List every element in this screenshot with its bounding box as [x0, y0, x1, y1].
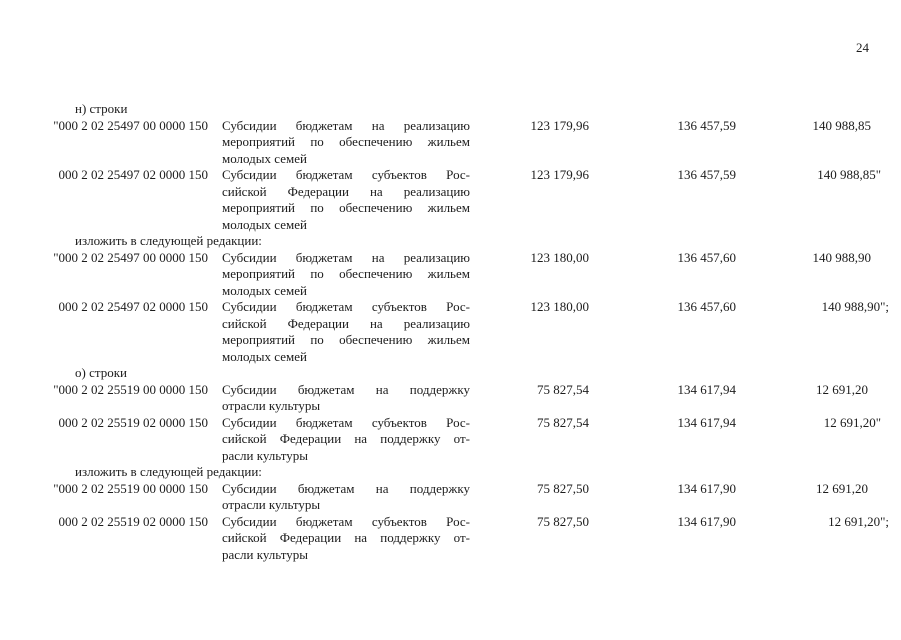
budget-description-line: сийской Федерации на реализацию [222, 183, 470, 199]
amendment-text [0, 101, 901, 563]
amount-year-1: 123 180,00 [530, 249, 589, 265]
section-heading-text: изложить в следующей редакции: [75, 464, 262, 479]
budget-description-line: молодых семей [222, 348, 307, 364]
amount-year-2: 136 457,60 [677, 299, 736, 314]
budget-description-line: мероприятий по обеспечению жильем [222, 134, 470, 149]
amount-year-3: 12 691,20 [816, 381, 868, 397]
amount-year-1: 123 180,00 [530, 299, 589, 314]
amount-year-3: 140 988,85" [817, 167, 881, 182]
amount-year-2: 134 617,94 [677, 381, 736, 397]
budget-description-line: сийской Федерации на поддержку от- [222, 530, 470, 545]
amount-year-1: 75 827,50 [537, 513, 589, 529]
budget-description-line: Субсидии бюджетам субъектов Рос- [222, 414, 470, 430]
budget-description-line: отрасли культуры [222, 497, 321, 512]
amount-year-2: 136 457,59 [677, 167, 736, 182]
budget-description-line: молодых семей [222, 216, 307, 232]
budget-description-line: Субсидии бюджетам субъектов Рос- [222, 513, 470, 529]
budget-code: "000 2 02 25497 00 0000 150 [53, 249, 208, 265]
amount-year-1: 123 179,96 [530, 117, 589, 133]
budget-description-line: мероприятий по обеспечению жильем [222, 266, 470, 281]
amount-year-1: 75 827,54 [537, 414, 589, 430]
section-heading-text: о) строки [75, 365, 127, 380]
section-heading [0, 365, 901, 382]
budget-description-line: молодых семей [222, 282, 307, 298]
budget-row [0, 118, 901, 168]
section-heading-text: н) строки [75, 101, 128, 116]
budget-description-line: Субсидии бюджетам субъектов Рос- [222, 167, 470, 182]
amount-year-2: 134 617,94 [677, 414, 736, 430]
amount-year-3: 12 691,20"; [828, 513, 889, 529]
budget-row [0, 514, 901, 564]
budget-code: 000 2 02 25497 02 0000 150 [58, 167, 208, 182]
amount-year-3: 12 691,20" [823, 414, 881, 430]
budget-description-line: Субсидии бюджетам на реализацию [222, 249, 470, 265]
amount-year-2: 136 457,59 [677, 117, 736, 133]
budget-description-line: отрасли культуры [222, 398, 321, 413]
budget-code: 000 2 02 25519 02 0000 150 [58, 513, 208, 529]
amount-year-1: 123 179,96 [530, 167, 589, 182]
budget-description-line: Субсидии бюджетам субъектов Рос- [222, 299, 470, 314]
budget-row [0, 167, 901, 233]
budget-description-line: сийской Федерации на реализацию [222, 315, 470, 331]
budget-row [0, 415, 901, 465]
budget-description-line: расли культуры [222, 447, 308, 463]
budget-description-line: молодых семей [222, 150, 307, 166]
budget-code: "000 2 02 25519 00 0000 150 [53, 381, 208, 397]
amount-year-3: 140 988,90 [812, 249, 871, 265]
budget-code: 000 2 02 25519 02 0000 150 [58, 414, 208, 430]
amount-year-2: 136 457,60 [677, 249, 736, 265]
budget-description-line: мероприятий по обеспечению жильем [222, 200, 470, 215]
budget-code: 000 2 02 25497 02 0000 150 [58, 299, 208, 314]
page-number: 24 [856, 40, 869, 55]
section-heading [0, 464, 901, 481]
amount-year-3: 140 988,90"; [821, 299, 889, 314]
section-heading-text: изложить в следующей редакции: [75, 233, 262, 248]
amount-year-2: 134 617,90 [677, 513, 736, 529]
section-heading [0, 101, 901, 118]
budget-row [0, 382, 901, 415]
budget-description-line: Субсидии бюджетам на реализацию [222, 117, 470, 133]
amount-year-3: 140 988,85 [812, 117, 871, 133]
budget-code: "000 2 02 25519 00 0000 150 [53, 480, 208, 496]
amount-year-1: 75 827,54 [537, 381, 589, 397]
budget-row [0, 250, 901, 300]
budget-code: "000 2 02 25497 00 0000 150 [53, 117, 208, 133]
budget-row [0, 299, 901, 365]
budget-description-line: сийской Федерации на поддержку от- [222, 431, 470, 446]
budget-description-line: мероприятий по обеспечению жильем [222, 332, 470, 347]
budget-row [0, 481, 901, 514]
budget-description-line: Субсидии бюджетам на поддержку [222, 381, 470, 397]
amount-year-2: 134 617,90 [677, 480, 736, 496]
section-heading [0, 233, 901, 250]
amount-year-3: 12 691,20 [816, 480, 868, 496]
amount-year-1: 75 827,50 [537, 480, 589, 496]
budget-description-line: расли культуры [222, 546, 308, 562]
budget-description-line: Субсидии бюджетам на поддержку [222, 480, 470, 496]
